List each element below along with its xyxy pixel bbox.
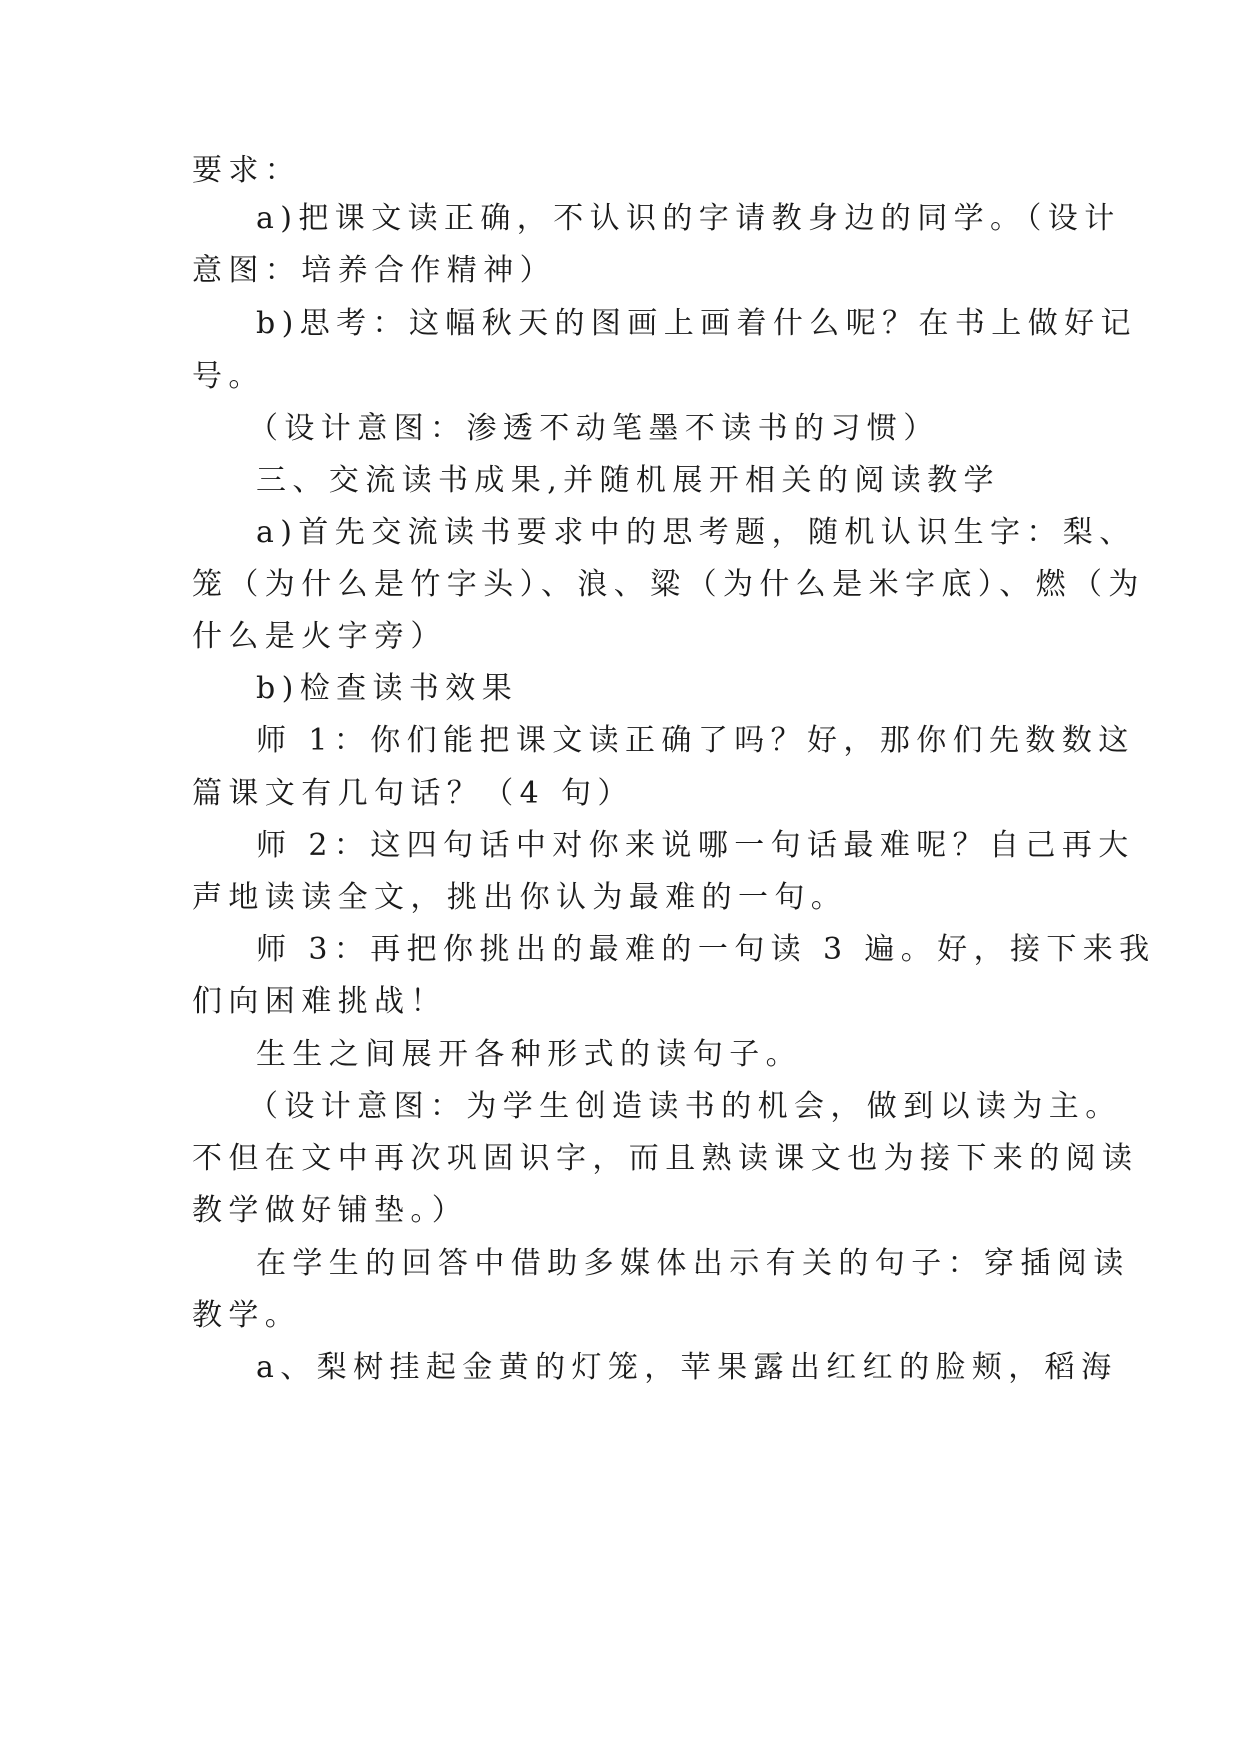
paragraph-line: 师 2：这四句话中对你来说哪一句话最难呢？自己再大 (256, 828, 1135, 863)
paragraph-line: 意图：培养合作精神） (192, 253, 556, 288)
paragraph-line: b)检查读书效果 (256, 671, 519, 706)
paragraph-line: 生生之间展开各种形式的读句子。 (256, 1037, 802, 1072)
paragraph-line: 笼（为什么是竹字头）、浪、粱（为什么是米字底）、燃（为 (192, 567, 1145, 602)
paragraph-line: 教学。 (192, 1298, 302, 1333)
paragraph-line: 要求： (192, 153, 302, 188)
paragraph-line: 篇课文有几句话？（4 句） (192, 776, 634, 811)
paragraph-line: 们向困难挑战！ (192, 984, 447, 1019)
paragraph-line: 声地读读全文，挑出你认为最难的一句。 (192, 880, 848, 915)
paragraph-line: a、梨树挂起金黄的灯笼，苹果露出红红的脸颊，稻海 (256, 1350, 1118, 1385)
section-heading: 三、交流读书成果,并随机展开相关的阅读教学 (256, 463, 1000, 498)
paragraph-line: （设计意图：渗透不动笔墨不读书的习惯） (248, 411, 940, 446)
paragraph-line: a)把课文读正确，不认识的字请教身边的同学。（设计 (256, 201, 1121, 236)
paragraph-line: b)思考：这幅秋天的图画上画着什么呢？在书上做好记 (256, 306, 1137, 341)
paragraph-line: （设计意图：为学生创造读书的机会，做到以读为主。 (248, 1089, 1122, 1124)
paragraph-line: 不但在文中再次巩固识字，而且熟读课文也为接下来的阅读 (192, 1141, 1139, 1176)
paragraph-line: 号。 (192, 359, 265, 394)
paragraph-line: 师 1：你们能把课文读正确了吗？好，那你们先数数这 (256, 723, 1135, 758)
paragraph-line: 什么是火字旁） (192, 619, 447, 654)
paragraph-line: 师 3：再把你挑出的最难的一句读 3 遍。好，接下来我 (256, 932, 1156, 967)
paragraph-line: 教学做好铺垫。） (192, 1193, 469, 1228)
paragraph-line: 在学生的回答中借助多媒体出示有关的句子：穿插阅读 (256, 1246, 1130, 1281)
paragraph-line: a)首先交流读书要求中的思考题，随机认识生字：梨、 (256, 515, 1136, 550)
